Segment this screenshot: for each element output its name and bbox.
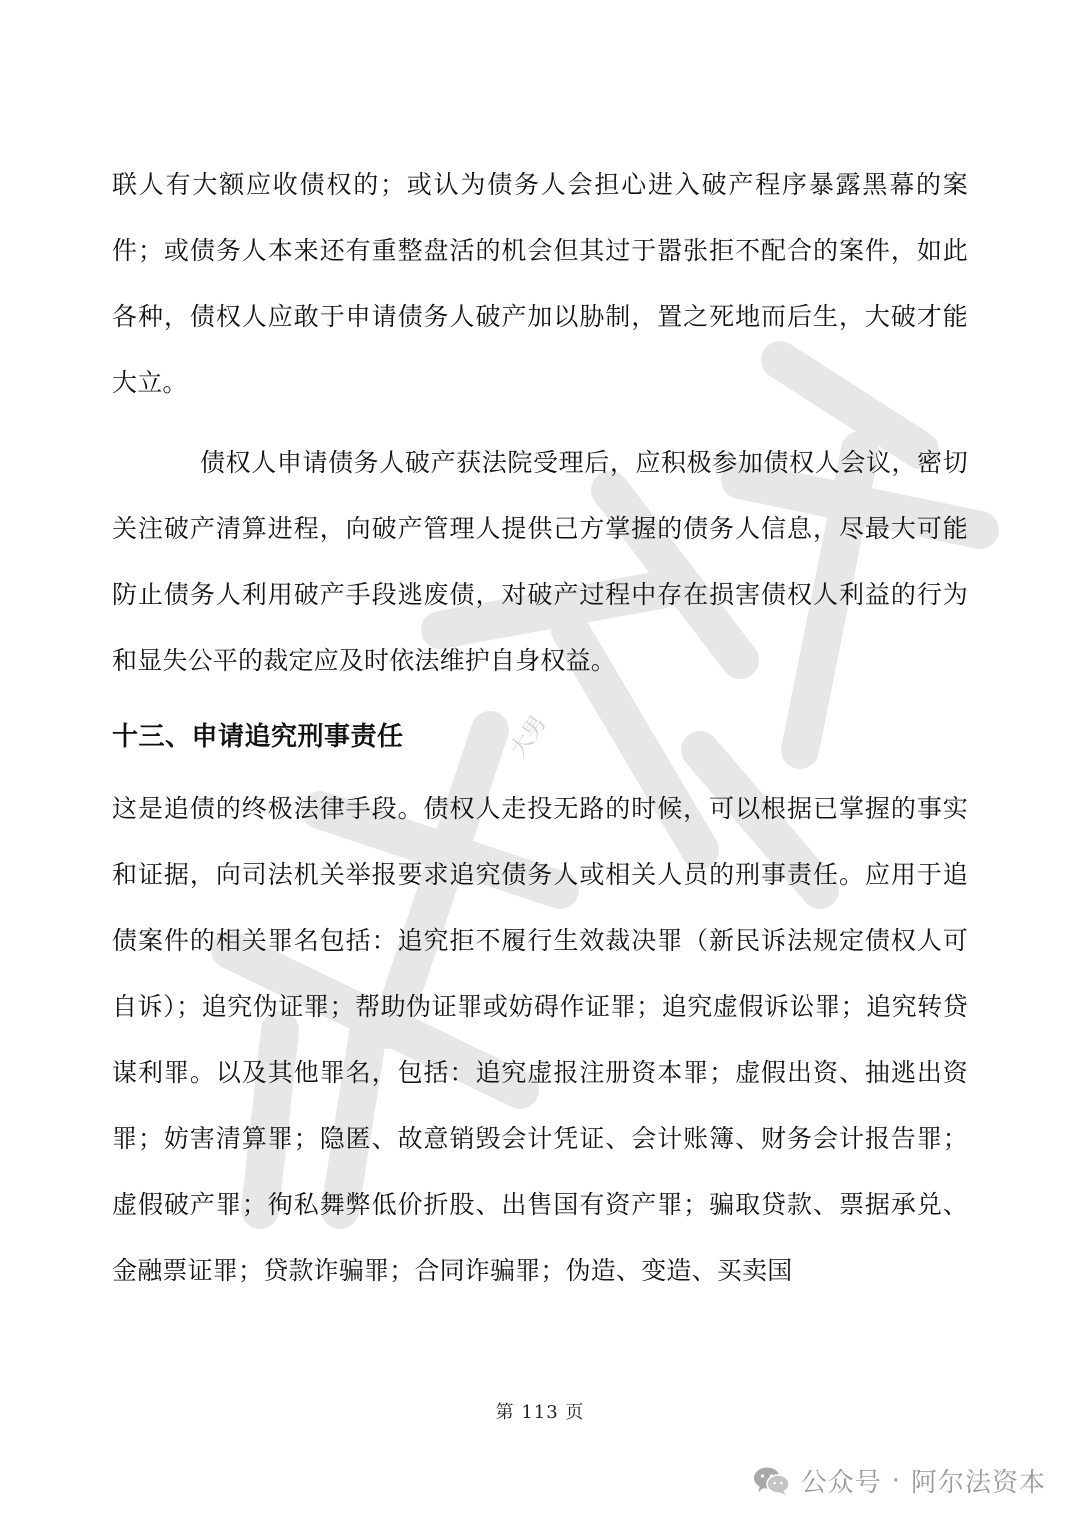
footer-account-name: 阿尔法资本 bbox=[910, 1468, 1046, 1498]
footer-separator: · bbox=[891, 1465, 901, 1496]
paragraph-2: 债权人申请债务人破产获法院受理后，应积极参加债权人会议，密切关注破产清算进程，向破产管理人提供己方掌握的债务人信息，尽最大可能防止债务人利用破产手段逃废债，对破产过程中存在损害债权人利益的行为和显失公平的裁定应及时依法维护自身权益。 bbox=[112, 448, 968, 675]
page-number: 第 113 页 bbox=[495, 1402, 585, 1423]
footer-brand[interactable] bbox=[753, 1462, 1046, 1499]
section-paragraph: 这是追债的终极法律手段。债权人走投无路的时候，可以根据已掌握的事实和证据，向司法机关举报要求追究债务人或相关人员的刑事责任。应用于追债案件的相关罪名包括：追究拒不履行生效裁决罪（新民诉法规定债权人可自诉）；追究伪证罪；帮助伪证罪或妨碍作证罪；追究虚假诉讼罪；追究转贷谋利罪。以及其他罪名，包括：追究虚报注册资本罪；虚假出资、抽逃出资罪；妨害清算罪；隐匿、故意销毁会计凭证、会计账簿、财务会计报告罪；虚假破产罪；徇私舞弊低价折股、出售国有资产罪；骗取贷款、票据承兑、金融票证罪；贷款诈骗罪；合同诈骗罪；伪造、变造、买卖国 bbox=[112, 794, 968, 1285]
paragraph-1: 联人有大额应收债权的；或认为债务人会担心进入破产程序暴露黑幕的案件；或债务人本来还有重整盘活的机会但其过于嚣张拒不配合的案件，如此各种，债权人应敢于申请债务人破产加以胁制，置之死地而后生，大破才能大立。 bbox=[112, 170, 968, 397]
watermark-small-text: 大男 bbox=[505, 711, 552, 762]
wechat-icon bbox=[753, 1466, 791, 1496]
section-heading: 十三、申请追究刑事责任 bbox=[112, 722, 404, 752]
footer-label: 公众号 bbox=[800, 1468, 882, 1498]
document-body bbox=[112, 152, 968, 1304]
